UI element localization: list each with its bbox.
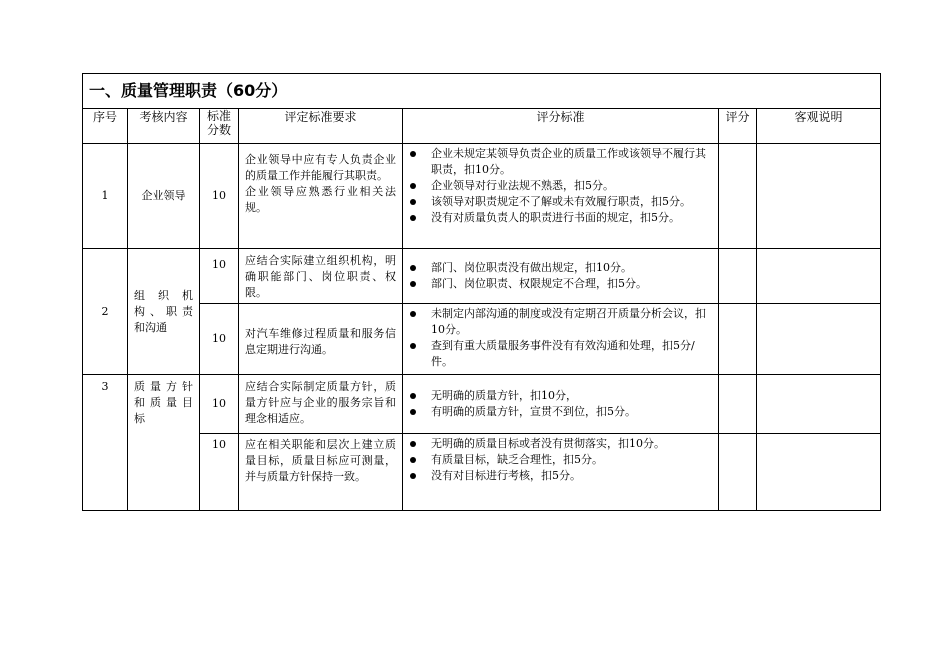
- score-cell: [719, 434, 757, 511]
- list-item: 部门、岗位职责、权限规定不合理，扣5分。: [407, 276, 714, 292]
- requirement-cell: 应结合实际建立组织机构，明确职能部门、岗位职责、权限。: [239, 249, 403, 304]
- table-row: [83, 304, 881, 375]
- note-cell: [757, 434, 881, 511]
- table-row: [83, 144, 881, 249]
- table-row: [83, 375, 881, 434]
- list-item: 有质量目标，缺乏合理性，扣5分。: [407, 452, 714, 468]
- points-cell: 10: [200, 375, 239, 434]
- content-cell: 组 织 机 构、职责 和沟通: [128, 249, 200, 375]
- score-cell: [719, 144, 757, 249]
- note-cell: [757, 375, 881, 434]
- list-item: 未制定内部沟通的制度或没有定期召开质量分析会议，扣10分。: [407, 306, 714, 338]
- criteria-list: [403, 434, 718, 486]
- criteria-cell: [403, 304, 719, 375]
- assessment-table: [82, 73, 881, 511]
- requirement-cell: 应在相关职能和层次上建立质量目标，质量目标应可测量，并与质量方针保持一致。: [239, 434, 403, 511]
- section-title: 一、质量管理职责（60分）: [83, 74, 881, 109]
- criteria-cell: [403, 375, 719, 434]
- list-item: 没有对质量负责人的职责进行书面的规定，扣5分。: [407, 210, 714, 226]
- score-cell: [719, 249, 757, 304]
- requirement-cell: 对汽车维修过程质量和服务信息定期进行沟通。: [239, 304, 403, 375]
- requirement-cell: 应结合实际制定质量方针，质量方针应与企业的服务宗旨和理念相适应。: [239, 375, 403, 434]
- table-row: [83, 434, 881, 511]
- criteria-list: [403, 144, 718, 228]
- points-cell: 10: [200, 249, 239, 304]
- content-cell: 质量方针 和质量目 标: [128, 375, 200, 511]
- list-item: 企业未规定某领导负责企业的质量工作或该领导不履行其职责，扣10分。: [407, 146, 714, 178]
- header-requirement: 评定标准要求: [239, 109, 403, 144]
- score-cell: [719, 304, 757, 375]
- list-item: 企业领导对行业法规不熟悉，扣5分。: [407, 178, 714, 194]
- list-item: 没有对目标进行考核，扣5分。: [407, 468, 714, 484]
- note-cell: [757, 144, 881, 249]
- requirement-cell: 企业领导中应有专人负责企业的质量工作并能履行其职责。 企业领导应熟悉行业相关法规。: [239, 144, 403, 249]
- list-item: 该领导对职责规定不了解或未有效履行职责，扣5分。: [407, 194, 714, 210]
- header-standard-points: 标准 分数: [200, 109, 239, 144]
- note-cell: [757, 304, 881, 375]
- criteria-list: [403, 258, 718, 294]
- criteria-cell: [403, 144, 719, 249]
- seq-cell: 1: [83, 144, 128, 249]
- criteria-cell: [403, 249, 719, 304]
- points-cell: 10: [200, 144, 239, 249]
- content-cell: 企业领导: [128, 144, 200, 249]
- list-item: 无明确的质量方针，扣10分，: [407, 388, 714, 404]
- score-cell: [719, 375, 757, 434]
- header-seq: 序号: [83, 109, 128, 144]
- list-item: 部门、岗位职责没有做出规定，扣10分。: [407, 260, 714, 276]
- table-row: [83, 249, 881, 304]
- seq-cell: 2: [83, 249, 128, 375]
- header-row: [83, 109, 881, 144]
- header-score: 评分: [719, 109, 757, 144]
- header-content: 考核内容: [128, 109, 200, 144]
- list-item: 无明确的质量目标或者没有贯彻落实，扣10分。: [407, 436, 714, 452]
- header-criteria: 评分标准: [403, 109, 719, 144]
- points-cell: 10: [200, 304, 239, 375]
- note-cell: [757, 249, 881, 304]
- criteria-list: [403, 304, 718, 372]
- criteria-list: [403, 386, 718, 422]
- list-item: 有明确的质量方针，宣贯不到位，扣5分。: [407, 404, 714, 420]
- points-cell: 10: [200, 434, 239, 511]
- seq-cell: 3: [83, 375, 128, 511]
- list-item: 查到有重大质量服务事件没有有效沟通和处理，扣5分/件。: [407, 338, 714, 370]
- criteria-cell: [403, 434, 719, 511]
- header-note: 客观说明: [757, 109, 881, 144]
